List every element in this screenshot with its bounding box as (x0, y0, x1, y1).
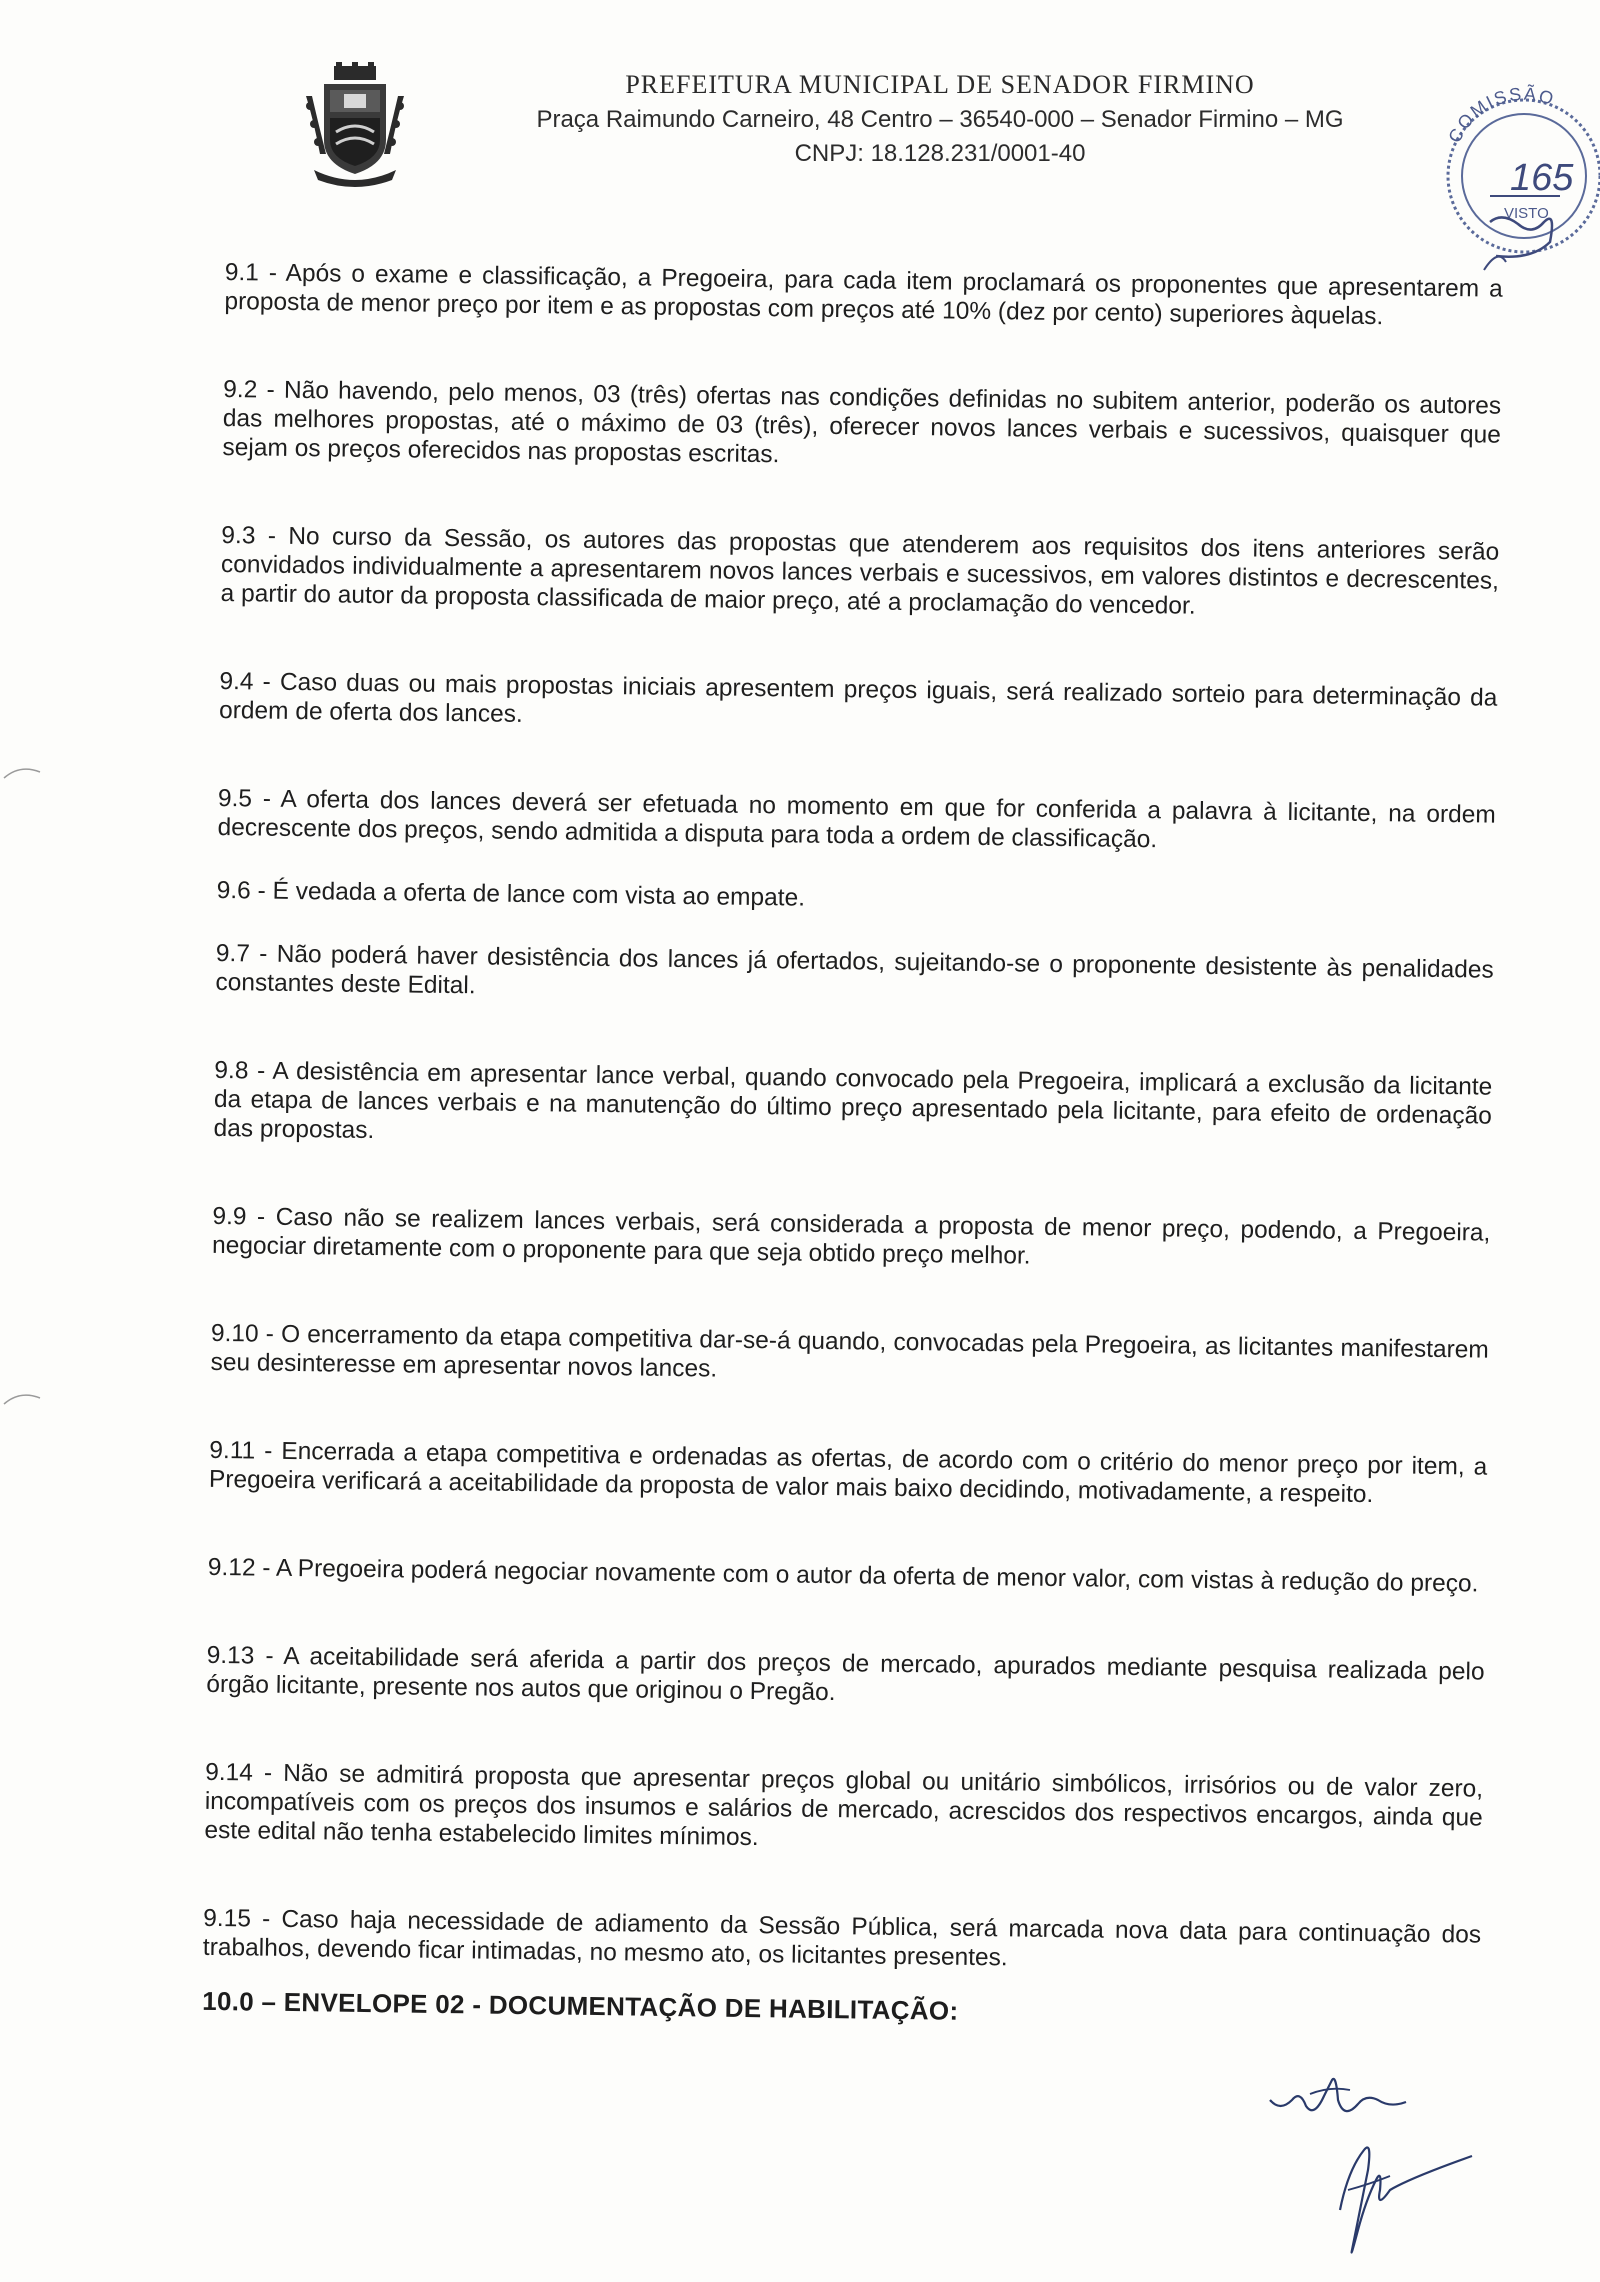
paragraph-9-4: 9.4 - Caso duas ou mais propostas iniciais apresentem preços iguais, será realizado sorteio para determinação da ordem de oferta dos lances. (218, 667, 1498, 728)
paragraph-9-8: 9.8 - A desistência em apresentar lance verbal, quando convocado pela Pregoeira, implicará a exclusão da licitante da etapa de lances verbais e na manutenção do último preço apresentado pela licitante, para efeito de ordenação das propostas. (213, 1056, 1493, 1145)
paragraph-9-14: 9.14 - Não se admitirá proposta que apresentar preços global ou unitário simbólicos, irrisórios ou de valor zero, incompatíveis com os preços dos insumos e salários de mercado, acrescidos dos respectivos encargos, ainda que este edital não tenha estabelecido limites mínimos. (204, 1758, 1484, 1852)
paragraph-9-10: 9.10 - O encerramento da etapa competitiva dar-se-á quando, convocadas pela Pregoeira, as licitantes manifestarem seu desinteresse em apresentar novos lances. (210, 1319, 1489, 1383)
margin-mark-icon (2, 762, 42, 782)
paragraph-9-1: 9.1 - Após o exame e classificação, a Pregoeira, para cada item proclamará os proponentes que apresentarem a proposta de menor preço por item e as propostas com preços até 10% (dez por cento) superiores àquelas. (224, 258, 1503, 331)
paragraph-9-11: 9.11 - Encerrada a etapa competitiva e ordenadas as ofertas, de acordo com o critério do menor preço por item, a Pregoeira verificará a aceitabilidade da proposta de valor mais baixo decidindo, motivadamente, a respeito. (208, 1436, 1488, 1509)
paragraph-9-9: 9.9 - Caso não se realizem lances verbais, será considerada a proposta de menor preço, podendo, a Pregoeira, negociar diretamente com o proponente para que seja obtido preço melhor. (211, 1202, 1491, 1270)
institution-name: PREFEITURA MUNICIPAL DE SENADOR FIRMINO (625, 70, 1255, 99)
paragraph-9-2: 9.2 - Não havendo, pelo menos, 03 (três) ofertas nas condições definidas no subitem anterior, poderão os autores das melhores propostas, até o máximo de 03 (três), oferecer novos lances verbais e sucessivos, quaisquer que sejam os preços oferecidos nas propostas escritas. (222, 375, 1502, 469)
document-body (202, 258, 1503, 2034)
paragraph-9-13: 9.13 - A aceitabilidade será aferida a partir dos preços de mercado, apurados mediante pesquisa realizada pelo órgão licitante, presente nos autos que originou o Pregão. (206, 1641, 1485, 1707)
institution-cnpj: CNPJ: 18.128.231/0001-40 (794, 140, 1086, 167)
margin-mark-icon (2, 1388, 42, 1408)
municipal-crest-icon (300, 62, 410, 190)
stamp-label-top: COMISSÃO (1444, 83, 1558, 146)
paragraph-9-3: 9.3 - No curso da Sessão, os autores das propostas que atenderem aos requisitos dos itens anteriores serão convidados individualmente a apresentarem novos lances verbais e sucessivos, em valores distintos e decrescentes, a partir do autor da proposta classificada de maior preço, até a proclamação do vencedor. (220, 521, 1500, 620)
section-title: 10.0 – ENVELOPE 02 - DOCUMENTAÇÃO DE HABILITAÇÃO: (201, 1985, 959, 2026)
paragraph-9-6: 9.6 - É vedada a oferta de lance com vista ao empate. (216, 876, 806, 912)
stamp-label-visto: VISTO (1504, 205, 1549, 222)
institution-address: Praça Raimundo Carneiro, 48 Centro – 36540-000 – Senador Firmino – MG (536, 106, 1344, 133)
letterhead (440, 70, 1440, 168)
paragraph-9-7: 9.7 - Não poderá haver desistência dos lances já ofertados, sujeitando-se o proponente desistente às penalidades constantes deste Edital. (215, 939, 1494, 1000)
paragraph-9-15: 9.15 - Caso haja necessidade de adiamento da Sessão Pública, será marcada nova data para continuação dos trabalhos, devendo ficar intimadas, no mesmo ato, os licitantes presentes. (202, 1904, 1482, 1972)
signature-initials (1240, 2060, 1480, 2260)
paragraph-9-5: 9.5 - A oferta dos lances deverá ser efetuada no momento em que for conferida a palavra à licitante, na ordem decrescente dos preços, sendo admitida a disputa para toda a ordem de classificação. (217, 784, 1496, 854)
paragraph-9-12: 9.12 - A Pregoeira poderá negociar novamente com o autor da oferta de menor valor, com vistas à redução do preço. (207, 1553, 1479, 1598)
stamp-page-number: 165 (1510, 157, 1574, 199)
svg-text:COMISSÃO (1444, 83, 1557, 146)
commission-stamp (1432, 72, 1600, 278)
